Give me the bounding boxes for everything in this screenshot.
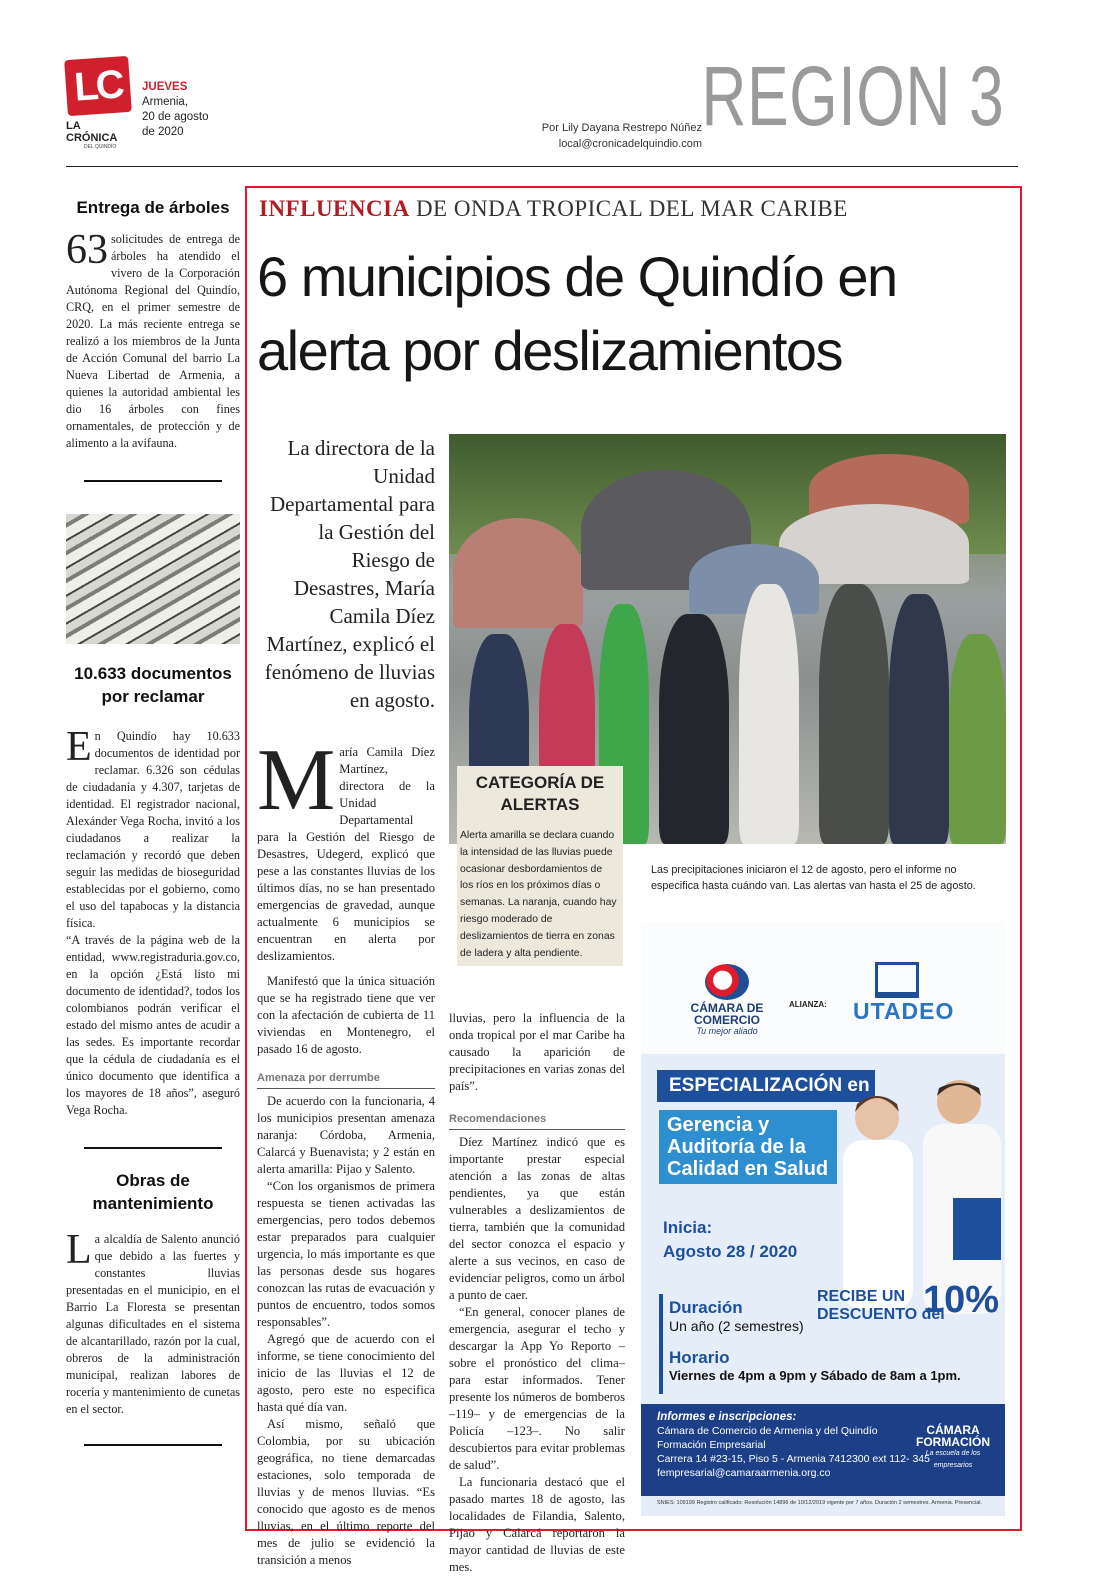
dateline-date: 20 de agosto [142,111,209,123]
author-email[interactable]: local@cronicadelquindio.com [558,138,702,150]
camara-logo [687,964,767,1036]
logo-name: LA CRÓNICA [66,120,118,144]
header-divider [66,166,1018,167]
logo-tagline: La escuela de los empresarios [925,1450,981,1469]
person-shape [819,584,889,844]
paragraph: Así mismo, señaló que Colombia, por su ubicación geográfica, no tiene demarcadas estaciones, solo temporada de lluvias y de menos lluvias. “Es conocido que agosto es de menos lluvias, en el último reporte del mes de julio se evidenció la transición a menos [257,1417,435,1567]
umbrella-shape [453,518,583,628]
camara-formacion-logo [913,1424,993,1472]
brief-body [66,227,240,452]
brief-trees [66,196,240,452]
section-divider [84,1147,222,1149]
title-line: 10.633 documentos [74,664,232,683]
schedule-value: Viernes de 4pm a 9pm y Sábado de 8am a 1pm. [669,1368,961,1383]
title-line: Obras de [116,1171,190,1190]
brief-text: solicitudes de entrega de árboles ha atendido el vivero de la Corporación Autónoma Regional del Quindío, CRQ, en el primer semestre de 2020. La más reciente entrega se realizó a los miembros de la Junta de Acción Comunal del barrio La Nueva Libertad de Armenia, a quienes la autoridad ambiental les dio 16 árboles con fines ornamentales, de protección y de alimento a la avifauna. [66,232,240,450]
title-line: mantenimiento [92,1194,214,1213]
program-line: Gerencia y [667,1114,770,1136]
article-dek: La directora de la Unidad Departamental para la Gestión del Riesgo de Desastres, María Camila Díez Martínez, explicó el fenómeno de lluvias en agosto. [264,436,435,712]
dateline-year: de 2020 [142,126,184,138]
drop-cap: M [257,732,336,829]
duration-value: Un año (2 semestres) [669,1318,804,1334]
author-name: Por Lily Dayana Restrepo Núñez [541,122,702,134]
paragraph: La funcionaria destacó que el pasado martes 18 de agosto, las localidades de Filandia, Salento, Pijao y Calarcá reportaron la mayor cantidad de lluvias de este mes. [449,1475,625,1574]
contact-address: Carrera 14 #23-15, Piso 5 - Armenia 7412300 ext 112- 345 [657,1453,930,1465]
logo-subtitle: DEL QUINDÍO [84,144,117,150]
box-title-line: CATEGORÍA DE [475,773,605,792]
dateline-city: Armenia, [142,96,189,108]
box-title-line: ALERTAS [500,795,580,814]
paragraph: Manifestó que la única situación que se ha registrado tiene que ver con la afectación de cubierta de 11 viviendas en Montenegro, el pasado 16 de agosto. [257,974,435,1056]
kicker-bold: INFLUENCIA [259,196,410,221]
photo-caption: Las precipitaciones iniciaron el 12 de agosto, pero el informe no especifica hasta cuándo van. Las alertas van hasta el 25 de agosto. [651,864,976,892]
contact-info [641,1404,1005,1496]
discount-percent: 10% [923,1279,1000,1321]
discount-callout [817,1279,1003,1324]
drop-number: 63 [66,227,108,273]
paragraph-text: aría Camila Díez Martínez, directora de la Unidad Departamental para la Gestión del Riesgo de Desastres, Udegerd, explicó que pese a las constantes lluvias de los últimos días, no se han presentado emergencias de gravedad, aunque actualmente 6 municipios se encuentran en alerta por deslizamientos. [257,745,435,963]
paragraph: Agregó que de acuerdo con el informe, se tiene conocimiento del inicio de las lluvias el 12 de agosto, pero este no especifica hasta qué día van. [257,1332,435,1414]
camara-name: CÁMARA DE COMERCIO [690,1001,764,1027]
brief-text: “A través de la página web de la entidad, www.registraduria.gov.co, en la opción ¿Está listo mi documento de identidad?, todos los colombianos podrán verificar el estado del mismo antes de acudir a las sedes. Es importante recordar que la cédula de ciudadanía es el único documento que identifica a los mayores de 18 años”, aseguró Vega Rocha. [66,933,240,1117]
article-kicker [259,196,848,222]
drop-cap: E [66,724,92,770]
ad-logo-band [641,922,1005,1054]
page-header [66,49,1018,168]
logo-text: CÁMARA FORMACIÓN [916,1423,990,1449]
brief-body [66,724,240,1119]
alianza-label: ALIANZA: [789,1000,827,1009]
brief-title [66,1169,240,1215]
person-shape [659,614,729,844]
newspaper-logo[interactable] [66,58,134,148]
lead-paragraph [257,732,435,965]
dateline [142,80,209,140]
headline-line: alerta por deslizamientos [257,319,843,382]
info-accent-bar [659,1294,663,1394]
contact-line: Formación Empresarial [657,1439,766,1451]
sidebar [66,196,240,1446]
camara-tagline: Tu mejor aliado [696,1026,758,1036]
paragraph: Díez Martínez indicó que es importante prestar especial atención a las zonas de altas pendientes, ya que están vulnerables a deslizamientos de tierra, también que la comunidad del sector conozca el espacio y alerte a sus vecinos, en caso de evidenciar peligros, como un árbol a punto de caer. [449,1135,625,1302]
alert-category-box [457,766,623,966]
program-line: Auditoría de la [667,1136,806,1158]
program-line: Calidad en Salud [667,1158,829,1180]
paragraph: “Con los organismos de primera respuesta se tienen activadas las emergencias, pero todos debemos estar preparados para cualquier urgencia, lo más importante es que las personas desde sus hogares conozcan las rutas de evacuación y puntos de encuentro, todos somos responsables”. [257,1179,435,1329]
discount-line: DESCUENTO del [817,1306,945,1323]
brief-body [66,1227,240,1418]
contact-title: Informes e inscripciones: [657,1411,797,1423]
advertisement[interactable] [641,922,1005,1516]
byline [542,120,702,152]
brief-title: Entrega de árboles [76,198,230,217]
box-text: Alerta amarilla se declara cuando la intensidad de las lluvias puede ocasionar desbordamientos de los ríos en los próximos días o semanas. La naranja, cuando hay riesgo moderado de deslizamientos de tierra en zonas de ladera y alta pendiente. [460,830,617,959]
article-column-2 [449,1010,625,1576]
duration-label: Duración [669,1298,743,1317]
brief-text: a alcaldía de Salento anunció que debido a las fuertes y constantes lluvias presentadas en el municipio, en el Barrio La Floresta se presentan algunas dificultades en el sistema de alcantarillado, razón por la cual, obreros de la administración municipal, realizan labores de rocería y mantenimiento de cunetas en el sector. [66,1232,240,1416]
headline-line: 6 municipios de Quindío en [257,245,897,308]
title-line: por reclamar [101,687,205,706]
start-date [663,1216,797,1264]
box-title [457,766,623,816]
article-column-1 [257,732,435,1569]
paragraph: “En general, conocer planes de emergencia, asegurar el techo y descargar la App Yo Reporto –sobre el pronóstico del clima– para estar informados. Tener presente los números de bomberos –119– y de emergencias de la Policía –123–. No salir descubiertos para evitar problemas de salud”. [449,1305,625,1472]
section-title: REGION 3 [701,49,1004,143]
discount-line: RECIBE UN [817,1288,906,1305]
brief-documents [66,662,240,1119]
section-divider [84,1444,222,1446]
utadeo-logo-icon [875,962,919,998]
subhead: Recomendaciones [449,1111,625,1130]
main-article [245,186,1022,1574]
person-shape [889,594,949,844]
camara-globe-icon [705,964,749,1000]
paragraph: De acuerdo con la funcionaria, 4 los municipios presentan amenaza naranja: Córdoba, Armenia, Calarcá y Buenavista; y 2 están en alerta amarilla: Pijao y Salento. [257,1094,435,1176]
schedule-label: Horario [669,1348,730,1367]
person-shape [949,634,1006,844]
contact-email[interactable]: fempresarial@camaraarmenia.org.co [657,1467,831,1479]
article-headline [257,240,1017,388]
ad-fineprint: SNIES: 109199 Registro calificado: Resolución 14896 de 10/12/2019 vigente por 7 años. Duración 2 semestres. Armenia. Presencial. [657,1500,982,1506]
person-shape [739,584,799,844]
kicker-rest: DE ONDA TROPICAL DEL MAR CARIBE [415,196,848,221]
logo-mark: LC [64,56,132,116]
contact-line: Cámara de Comercio de Armenia y del Quindío [657,1425,878,1437]
paragraph: lluvias, pero la influencia de la onda tropical por el mar Caribe ha causado la aparición de precipitaciones en varias zonas del país”. [449,1011,625,1093]
brief-maintenance [66,1169,240,1418]
start-label: Inicia: [663,1218,713,1237]
documents-photo [66,514,240,644]
brief-title [66,662,240,708]
program-name [659,1110,837,1184]
drop-cap: L [66,1227,92,1273]
section-divider [84,480,222,482]
subhead: Amenaza por derrumbe [257,1070,435,1089]
start-value: Agosto 28 / 2020 [663,1242,798,1261]
brief-text: n Quindío hay 10.633 documentos de identidad por reclamar. 6.326 son cédulas de ciudadanía y 4.307, tarjetas de identidad. El registrador nacional, Alexánder Vega Rocha, invitó a los ciudadanos a realizar la reclamación y recordó que deben seguir las medidas de bioseguridad establecidas por el gobierno, como el uso del tapabocas y la distancia física. [66,729,240,930]
dateline-day: JUEVES [142,81,188,93]
utadeo-name: UTADEO [853,998,955,1024]
specialization-banner: ESPECIALIZACIÓN en [657,1070,875,1102]
